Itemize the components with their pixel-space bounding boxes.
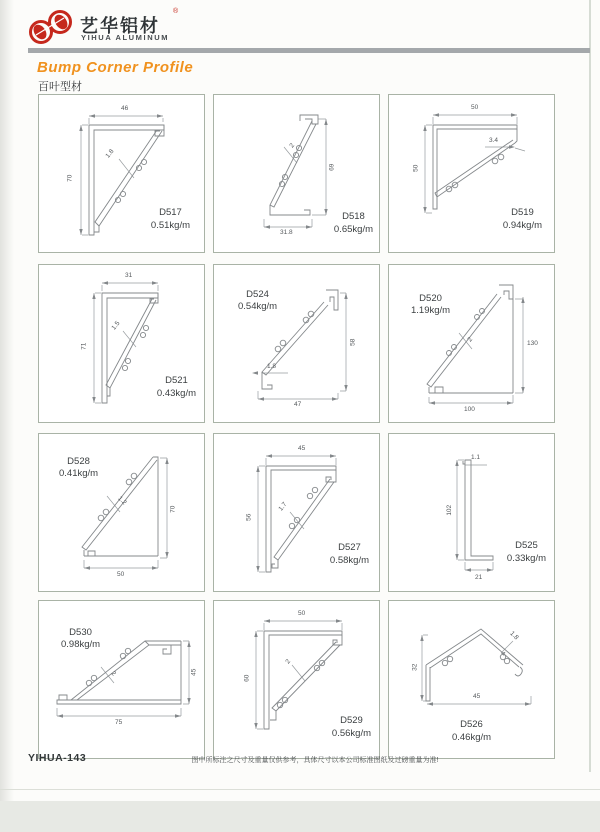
section-title-cn: 百叶型材 [38,81,82,93]
dim-height: 102 [446,504,454,516]
dim-height: 70 [66,174,74,182]
profile-weight: 0.51kg/m [150,219,190,231]
profile-label [503,207,542,232]
profile-outline [270,115,318,215]
profile-code: D520 [419,293,442,304]
profile-label [330,542,369,567]
profile-card-d519 [388,94,555,253]
dim-width: 21 [475,574,483,581]
dimension-lines [256,454,336,572]
dim-width: 46 [121,105,129,112]
dim-thickness: 2 [109,669,118,678]
dimension-lines [423,113,525,213]
registered-mark: ® [173,8,179,15]
dim-width: 31 [125,272,133,279]
profile-card-d526 [388,600,555,759]
dim-height: 60 [243,674,251,682]
profile-code: D526 [460,719,483,731]
profile-drawing-d527 [214,434,379,591]
dim-thickness: 1.8 [508,630,520,642]
dimension-lines [254,619,342,729]
section-title-en: Bump Corner Profile [37,59,194,76]
profile-weight: 0.56kg/m [331,727,371,739]
profile-code: D530 [69,627,92,638]
dim-width: 75 [115,719,123,726]
profile-outline [433,125,517,209]
dim-thickness: 2 [466,336,475,344]
dim-width: 47 [294,401,302,408]
dim-thickness: 3.4 [489,137,499,144]
page-code: YIHUA-143 [28,752,87,764]
dim-height: 58 [349,338,357,346]
dim-height: 45 [190,668,198,676]
profile-weight: 0.94kg/m [502,219,542,231]
dim-height: 56 [245,513,253,521]
profile-card-d517 [38,94,205,253]
scan-edge-bottom [0,801,600,832]
profile-code: D527 [338,542,361,554]
dim-thickness: 1.1 [471,454,481,461]
profile-label [238,289,277,314]
profile-weight: 0.43kg/m [156,387,196,399]
profile-weight: 0.98kg/m [61,639,101,651]
dimension-lines [264,119,328,229]
profile-weight: 0.65kg/m [333,223,373,235]
dimension-lines [455,460,493,572]
dim-width: 50 [471,104,479,111]
dim-thickness: 2 [284,658,293,666]
dim-thickness: 1.8 [267,363,277,370]
yihua-logo-icon [28,8,78,48]
dim-width: 50 [117,571,125,578]
scan-edge-right [589,0,591,772]
dim-height: 71 [80,342,88,350]
dim-thickness: 2 [288,142,297,150]
dim-width: 100 [464,406,475,413]
profile-label [334,211,373,236]
profile-card-d527 [213,433,380,592]
header-divider-bar [28,48,590,53]
profile-weight: 0.33kg/m [506,552,546,564]
profile-code: D525 [515,540,538,552]
profile-code: D528 [67,456,90,467]
dim-thickness: 1.8 [104,148,116,160]
profile-card-d518 [213,94,380,253]
profile-weight: 0.46kg/m [451,731,492,743]
dim-width: 45 [473,693,481,700]
dim-width: 50 [298,610,306,617]
dim-thickness: 1.2 [116,495,128,507]
dim-height: 69 [328,163,336,171]
profile-card-d528 [38,433,205,592]
brand-name-cn: 艺华铝材 [80,16,160,36]
profile-code: D517 [159,207,182,219]
scan-edge-left [0,0,14,832]
dim-thickness: 1.5 [110,320,122,332]
profile-weight: 0.54kg/m [238,301,278,313]
profile-weight: 1.19kg/m [411,305,451,317]
profile-drawing-d530 [39,601,204,758]
profile-outline [266,466,336,572]
brand-name-en: YIHUA ALUMINUM [81,33,170,42]
profile-label [59,456,98,481]
profile-label [452,719,491,744]
brand-header [28,8,328,48]
profile-label [151,207,190,232]
profile-weight: 0.41kg/m [59,468,99,480]
dim-height: 50 [412,164,420,172]
profile-card-d530 [38,600,205,759]
profile-label [507,540,546,565]
profile-code: D529 [340,715,363,727]
profile-outline [102,293,158,403]
dim-height: 70 [169,505,177,513]
dim-height: 32 [411,663,419,671]
dim-height: 130 [527,340,538,347]
profile-code: D518 [342,211,365,223]
profile-outline [264,631,342,729]
dim-width: 31.8 [280,229,293,236]
profile-outline [426,629,523,701]
profile-label [61,627,100,652]
profile-card-d529 [213,600,380,759]
footer-disclaimer: 图中所标注之尺寸及重量仅供参考，具体尺寸以本公司标准图纸及过磅重量为准! [191,757,439,764]
profile-label [332,715,371,740]
dim-width: 45 [298,445,306,452]
profile-label [411,293,450,318]
profile-label [157,375,196,400]
profile-code: D519 [511,207,534,219]
dim-thickness: 1.7 [277,501,289,513]
profile-weight: 0.58kg/m [329,554,369,566]
profile-card-d521 [38,264,205,423]
profile-outline [463,460,493,560]
profile-card-d525 [388,433,555,592]
profile-code: D521 [165,375,188,387]
profile-card-d520 [388,264,555,423]
profile-card-d524 [213,264,380,423]
profile-code: D524 [246,289,269,300]
footer-rule [0,789,600,790]
